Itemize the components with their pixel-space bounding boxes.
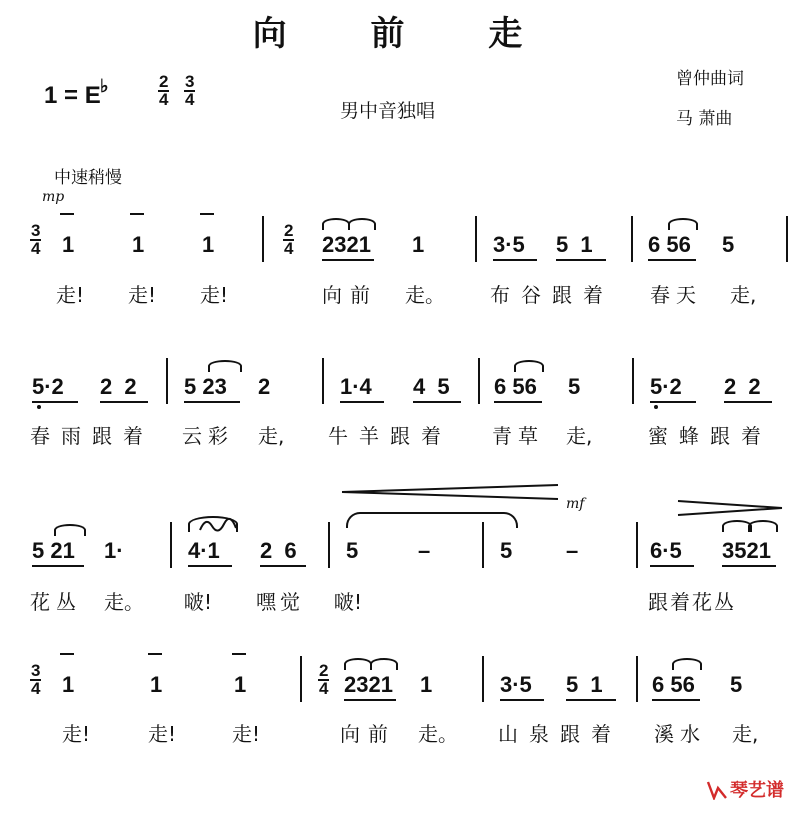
lyric: 云彩 xyxy=(182,424,234,448)
bar-line xyxy=(475,216,477,262)
note: 1 xyxy=(420,672,433,697)
time-signature: 3 4 xyxy=(31,221,41,258)
lyric: 走! xyxy=(232,722,261,746)
underline xyxy=(556,259,606,261)
note: 1 xyxy=(150,672,163,697)
underline xyxy=(494,401,542,403)
underline xyxy=(652,699,700,701)
lyric: 啵! xyxy=(334,590,363,614)
note: 1 xyxy=(62,672,75,697)
note-group: 6 56 xyxy=(652,672,695,697)
page-title: 向 前 走 xyxy=(252,14,559,54)
note: 1 xyxy=(412,232,425,257)
dynamic-mp: mp xyxy=(42,189,65,205)
slur xyxy=(514,360,544,372)
note: 1 xyxy=(132,232,145,257)
lyric: 青草 xyxy=(492,424,544,448)
watermark-logo-icon xyxy=(706,780,728,800)
lyric: 山泉跟着 xyxy=(498,722,622,746)
note-group: 5 23 xyxy=(184,374,227,399)
lyric: 走! xyxy=(62,722,91,746)
note-group: 6 56 xyxy=(494,374,537,399)
lyric: 牛羊跟着 xyxy=(328,424,452,448)
underline xyxy=(650,565,694,567)
bar-line xyxy=(636,656,638,702)
lyric: 溪水 xyxy=(654,722,706,746)
note-group: 5 21 xyxy=(32,538,75,563)
slur xyxy=(208,360,242,372)
bar-line xyxy=(632,358,634,404)
note-group: 6·5 xyxy=(650,538,682,563)
lyric: 向前 xyxy=(340,722,396,746)
underline xyxy=(322,259,374,261)
note-group: 5·2 xyxy=(32,374,64,399)
time-signature-2-4: 2 4 xyxy=(159,72,169,109)
time-signature: 2 4 xyxy=(319,661,329,698)
lyric: 走, xyxy=(732,722,759,746)
underline xyxy=(260,565,306,567)
bar-line xyxy=(786,216,788,262)
underline xyxy=(648,259,696,261)
underline xyxy=(413,401,461,403)
decrescendo-mark xyxy=(340,482,560,502)
underline xyxy=(500,699,544,701)
time-signature-3-4: 3 4 xyxy=(185,72,195,109)
underline xyxy=(100,401,148,403)
bar-line xyxy=(328,522,330,568)
note-group: 4 5 xyxy=(413,374,450,399)
lyric: 走。 xyxy=(405,283,445,307)
lyric: 啵! xyxy=(184,590,213,614)
lyric: 走! xyxy=(148,722,177,746)
slur xyxy=(188,516,238,532)
bar-line xyxy=(322,358,324,404)
performance-note: 男中音独唱 xyxy=(340,100,436,122)
note: 5 xyxy=(346,538,359,563)
composer-credit: 马 萧曲 xyxy=(676,109,733,129)
tie xyxy=(346,512,518,528)
slur xyxy=(348,218,376,230)
lyric: 嘿觉 xyxy=(256,590,304,614)
bar-line xyxy=(631,216,633,262)
underline xyxy=(184,401,240,403)
lyric: 向前 xyxy=(322,283,378,307)
bar-line xyxy=(482,656,484,702)
hold-dash: – xyxy=(418,538,431,563)
underline xyxy=(344,699,396,701)
lyric: 蜜蜂跟着 xyxy=(648,424,772,448)
lyric: 走, xyxy=(258,424,285,448)
lyric: 跟着花丛 xyxy=(648,590,736,614)
note: 1 xyxy=(234,672,247,697)
note-group: 2 2 xyxy=(724,374,761,399)
underline xyxy=(650,401,696,403)
underline xyxy=(566,699,616,701)
dash-mark xyxy=(60,653,74,655)
bar-line xyxy=(478,358,480,404)
note-group: 3·5 xyxy=(493,232,525,257)
octave-dot xyxy=(654,405,658,409)
slur xyxy=(370,658,398,670)
dash-mark xyxy=(232,653,246,655)
note-group: 6 56 xyxy=(648,232,691,257)
bar-line xyxy=(166,358,168,404)
note: 5 xyxy=(500,538,513,563)
lyric: 春天 xyxy=(650,283,702,307)
bar-line xyxy=(636,522,638,568)
lyric: 春雨跟着 xyxy=(30,424,154,448)
key-text: 1 = E xyxy=(44,82,101,109)
lyric: 走。 xyxy=(418,722,458,746)
dynamic-mf: mf xyxy=(566,496,585,512)
note-group: 3·5 xyxy=(500,672,532,697)
note-group: 5·2 xyxy=(650,374,682,399)
tempo-marking: 中速稍慢 xyxy=(54,168,122,188)
note: 5 xyxy=(722,232,735,257)
note: 1 xyxy=(202,232,215,257)
lyric: 走! xyxy=(200,283,229,307)
note: 2 xyxy=(258,374,271,399)
dash-mark xyxy=(200,213,214,215)
note-group: 2 2 xyxy=(100,374,137,399)
lyric: 布谷跟着 xyxy=(490,283,614,307)
note-group: 2321 xyxy=(322,232,371,257)
note-group: 1·4 xyxy=(340,374,372,399)
lyricist-credit: 曾仲曲词 xyxy=(676,69,744,89)
bar-line xyxy=(262,216,264,262)
slur xyxy=(748,520,778,532)
slur xyxy=(668,218,698,230)
lyric: 花丛 xyxy=(30,590,82,614)
lyric: 走! xyxy=(128,283,157,307)
dash-mark xyxy=(130,213,144,215)
slur xyxy=(322,218,350,230)
dash-mark xyxy=(60,213,74,215)
octave-dot xyxy=(37,405,41,409)
slur xyxy=(54,524,86,536)
crescendo-mark xyxy=(676,498,786,518)
key-signature xyxy=(44,82,101,110)
note-group: 5 1 xyxy=(556,232,593,257)
note-group: 2321 xyxy=(344,672,393,697)
note: 1· xyxy=(104,538,124,563)
slur xyxy=(344,658,372,670)
lyric: 走, xyxy=(730,283,757,307)
hold-dash: – xyxy=(566,538,579,563)
dash-mark xyxy=(148,653,162,655)
watermark-text: 琴艺谱 xyxy=(730,780,784,801)
time-signature: 3 4 xyxy=(31,661,41,698)
slur xyxy=(672,658,702,670)
underline xyxy=(493,259,537,261)
note: 5 xyxy=(730,672,743,697)
time-signature: 2 4 xyxy=(284,221,294,258)
note-group: 3521 xyxy=(722,538,771,563)
bar-line xyxy=(170,522,172,568)
lyric: 走, xyxy=(566,424,593,448)
underline xyxy=(340,401,384,403)
flat-sign: ♭ xyxy=(100,76,109,96)
note-group: 2 6 xyxy=(260,538,297,563)
lyric: 走。 xyxy=(104,590,144,614)
note-group: 4·1 xyxy=(188,538,220,563)
note: 1 xyxy=(62,232,75,257)
underline xyxy=(32,565,84,567)
bar-line xyxy=(482,522,484,568)
note-group: 5 1 xyxy=(566,672,603,697)
underline xyxy=(724,401,772,403)
lyric: 走! xyxy=(56,283,85,307)
underline xyxy=(188,565,232,567)
note: 5 xyxy=(568,374,581,399)
bar-line xyxy=(300,656,302,702)
underline xyxy=(32,401,78,403)
underline xyxy=(722,565,776,567)
